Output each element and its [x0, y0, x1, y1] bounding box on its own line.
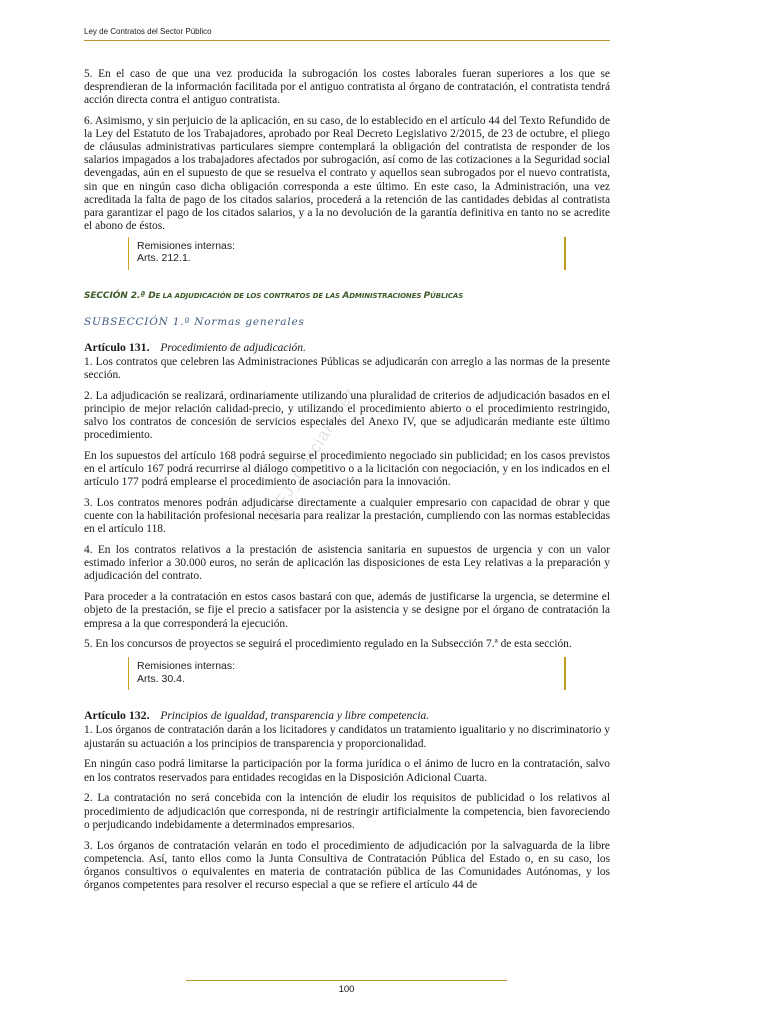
article-name: Procedimiento de adjudicación. — [160, 341, 306, 354]
article-name: Principios de igualdad, transparencia y libre competencia. — [160, 710, 430, 723]
page-number: 100 — [338, 984, 355, 995]
article-131-heading — [84, 340, 610, 355]
paragraph: 1. Los órganos de contratación darán a los licitadores y candidatos un tratamiento igualitario y no discriminatorio y ajustarán su actuación a los principios de transparencia y proporcionalidad. — [84, 724, 610, 750]
remisiones-internas-box — [128, 237, 566, 270]
section-title: SECCIÓN 2.ª DE LA ADJUDICACIÓN DE LOS CONTRATOS DE LAS ADMINISTRACIONES PÚBLICAS — [84, 290, 464, 301]
running-header — [84, 27, 610, 41]
remisiones-refs: Arts. 212.1. — [137, 252, 191, 265]
paragraph: 2. La contratación no será concebida con la intención de eludir los requisitos de publicidad o los relativos al procedimiento de adjudicación que corresponda, ni de restringir artificialmente la competencia, bien favoreciendo o perjudicando indebidamente a determinados empresarios. — [84, 792, 610, 831]
page-content — [84, 68, 610, 900]
paragraph: 6. Asimismo, y sin perjuicio de la aplicación, en su caso, de lo establecido en el artículo 44 del Texto Refundido de la Ley del Estatuto de los Trabajadores, aprobado por Real Decreto Legislativo 2/2015, de 23 de octubre, el pliego de cláusulas administrativas particulares siempre contemplará la obligación del contratista de responder de los salarios impagados a los trabajadores afectados por subrogación, así como de las cotizaciones a la Seguridad social devengadas, aún en el supuesto de que se resuelva el contrato y aquellos sean subrogados por el nuevo contratista, sin que en ningún caso dicha obligación corresponda a este último. En este caso, la Administración, una vez acreditada la falta de pago de los citados salarios, procederá a la retención de las cantidades debidas al contratista para garantizar el pago de los citados salarios, y a la no devolución de la garantía definitiva en tanto no se acredite el abono de éstos. — [84, 115, 610, 232]
header-title: Ley de Contratos del Sector Público — [84, 27, 212, 36]
paragraph: En ningún caso podrá limitarse la participación por la forma jurídica o el ánimo de lucro en la contratación, salvo en los contratos reservados para entidades recogidas en la Disposición Adicional Cuarta. — [84, 758, 610, 784]
paragraph: 4. En los contratos relativos a la prestación de asistencia sanitaria en supuestos de urgencia y con un valor estimado inferior a 30.000 euros, no serán de aplicación las disposiciones de esta Ley relativas a la preparación y adjudicación del contrato. — [84, 544, 610, 583]
article-number: Artículo 132. — [84, 708, 150, 723]
subsection-title: SUBSECCIÓN 1.ª Normas generales — [84, 315, 305, 328]
article-number: Artículo 131. — [84, 339, 150, 354]
paragraph: 3. Los contratos menores podrán adjudicarse directamente a cualquier empresario con capacidad de obrar y que cuente con la habilitación profesional necesaria para realizar la prestación, cumpliendo con las normas establecidas en el artículo 118. — [84, 497, 610, 536]
section-prefix: SECCIÓN 2.ª — [84, 290, 146, 301]
paragraph: 5. En los concursos de proyectos se seguirá el procedimiento regulado en la Subsección 7.ª de esta sección. — [84, 638, 572, 651]
paragraph: En los supuestos del artículo 168 podrá seguirse el procedimiento negociado sin publicidad; en los casos previstos en el artículo 167 podrá recurrirse al diálogo competitivo o a la licitación con negociación, y en los indicados en el artículo 177 podrá emplearse el procedimiento de asociación para la innovación. — [84, 450, 610, 489]
remisiones-label: Remisiones internas: — [137, 660, 236, 673]
remisiones-refs: Arts. 30.4. — [137, 672, 185, 685]
remisiones-internas-box — [128, 657, 566, 690]
paragraph: 3. Los órganos de contratación velarán en todo el procedimiento de adjudicación por la salvaguarda de la libre competencia. Así, tanto ellos como la Junta Consultiva de Contratación Pública del Estado o, en su caso, los órganos consultivos o equivalentes en materia de contratación pública de las Comunidades Autónomas, y los órganos competentes para resolver el recurso especial a que se refiere el artículo 44 de — [84, 839, 610, 891]
paragraph: 1. Los contratos que celebren las Administraciones Públicas se adjudicarán con arreglo a las normas de la presente sección. — [84, 355, 610, 382]
watermark: @FJ_GarciaPerez — [262, 383, 361, 526]
paragraph: Para proceder a la contratación en estos casos bastará con que, además de justificarse la urgencia, se determine el objeto de la prestación, se fije el precio a satisfacer por la asistencia y se designe por el órgano de contratación la empresa a la que corresponderá la ejecución. — [84, 591, 610, 630]
paragraph: 5. En el caso de que una vez producida la subrogación los costes laborales fueran superiores a los que se desprendieran de la información facilitada por el antiguo contratista al órgano de contratación, el contratista tendrá acción directa contra el antiguo contratista. — [84, 68, 610, 107]
paragraph: 2. La adjudicación se realizará, ordinariamente utilizando una pluralidad de criterios de adjudicación basados en el principio de mejor relación calidad-precio, y utilizando el procedimiento abierto o el procedimiento restringido, salvo los contratos de concesión de servicios especiales del Anexo IV, que se adjudicarán mediante este último procedimiento. — [84, 389, 610, 442]
remisiones-label: Remisiones internas: — [137, 239, 236, 252]
page-footer — [186, 980, 507, 995]
article-132-heading — [84, 708, 610, 723]
